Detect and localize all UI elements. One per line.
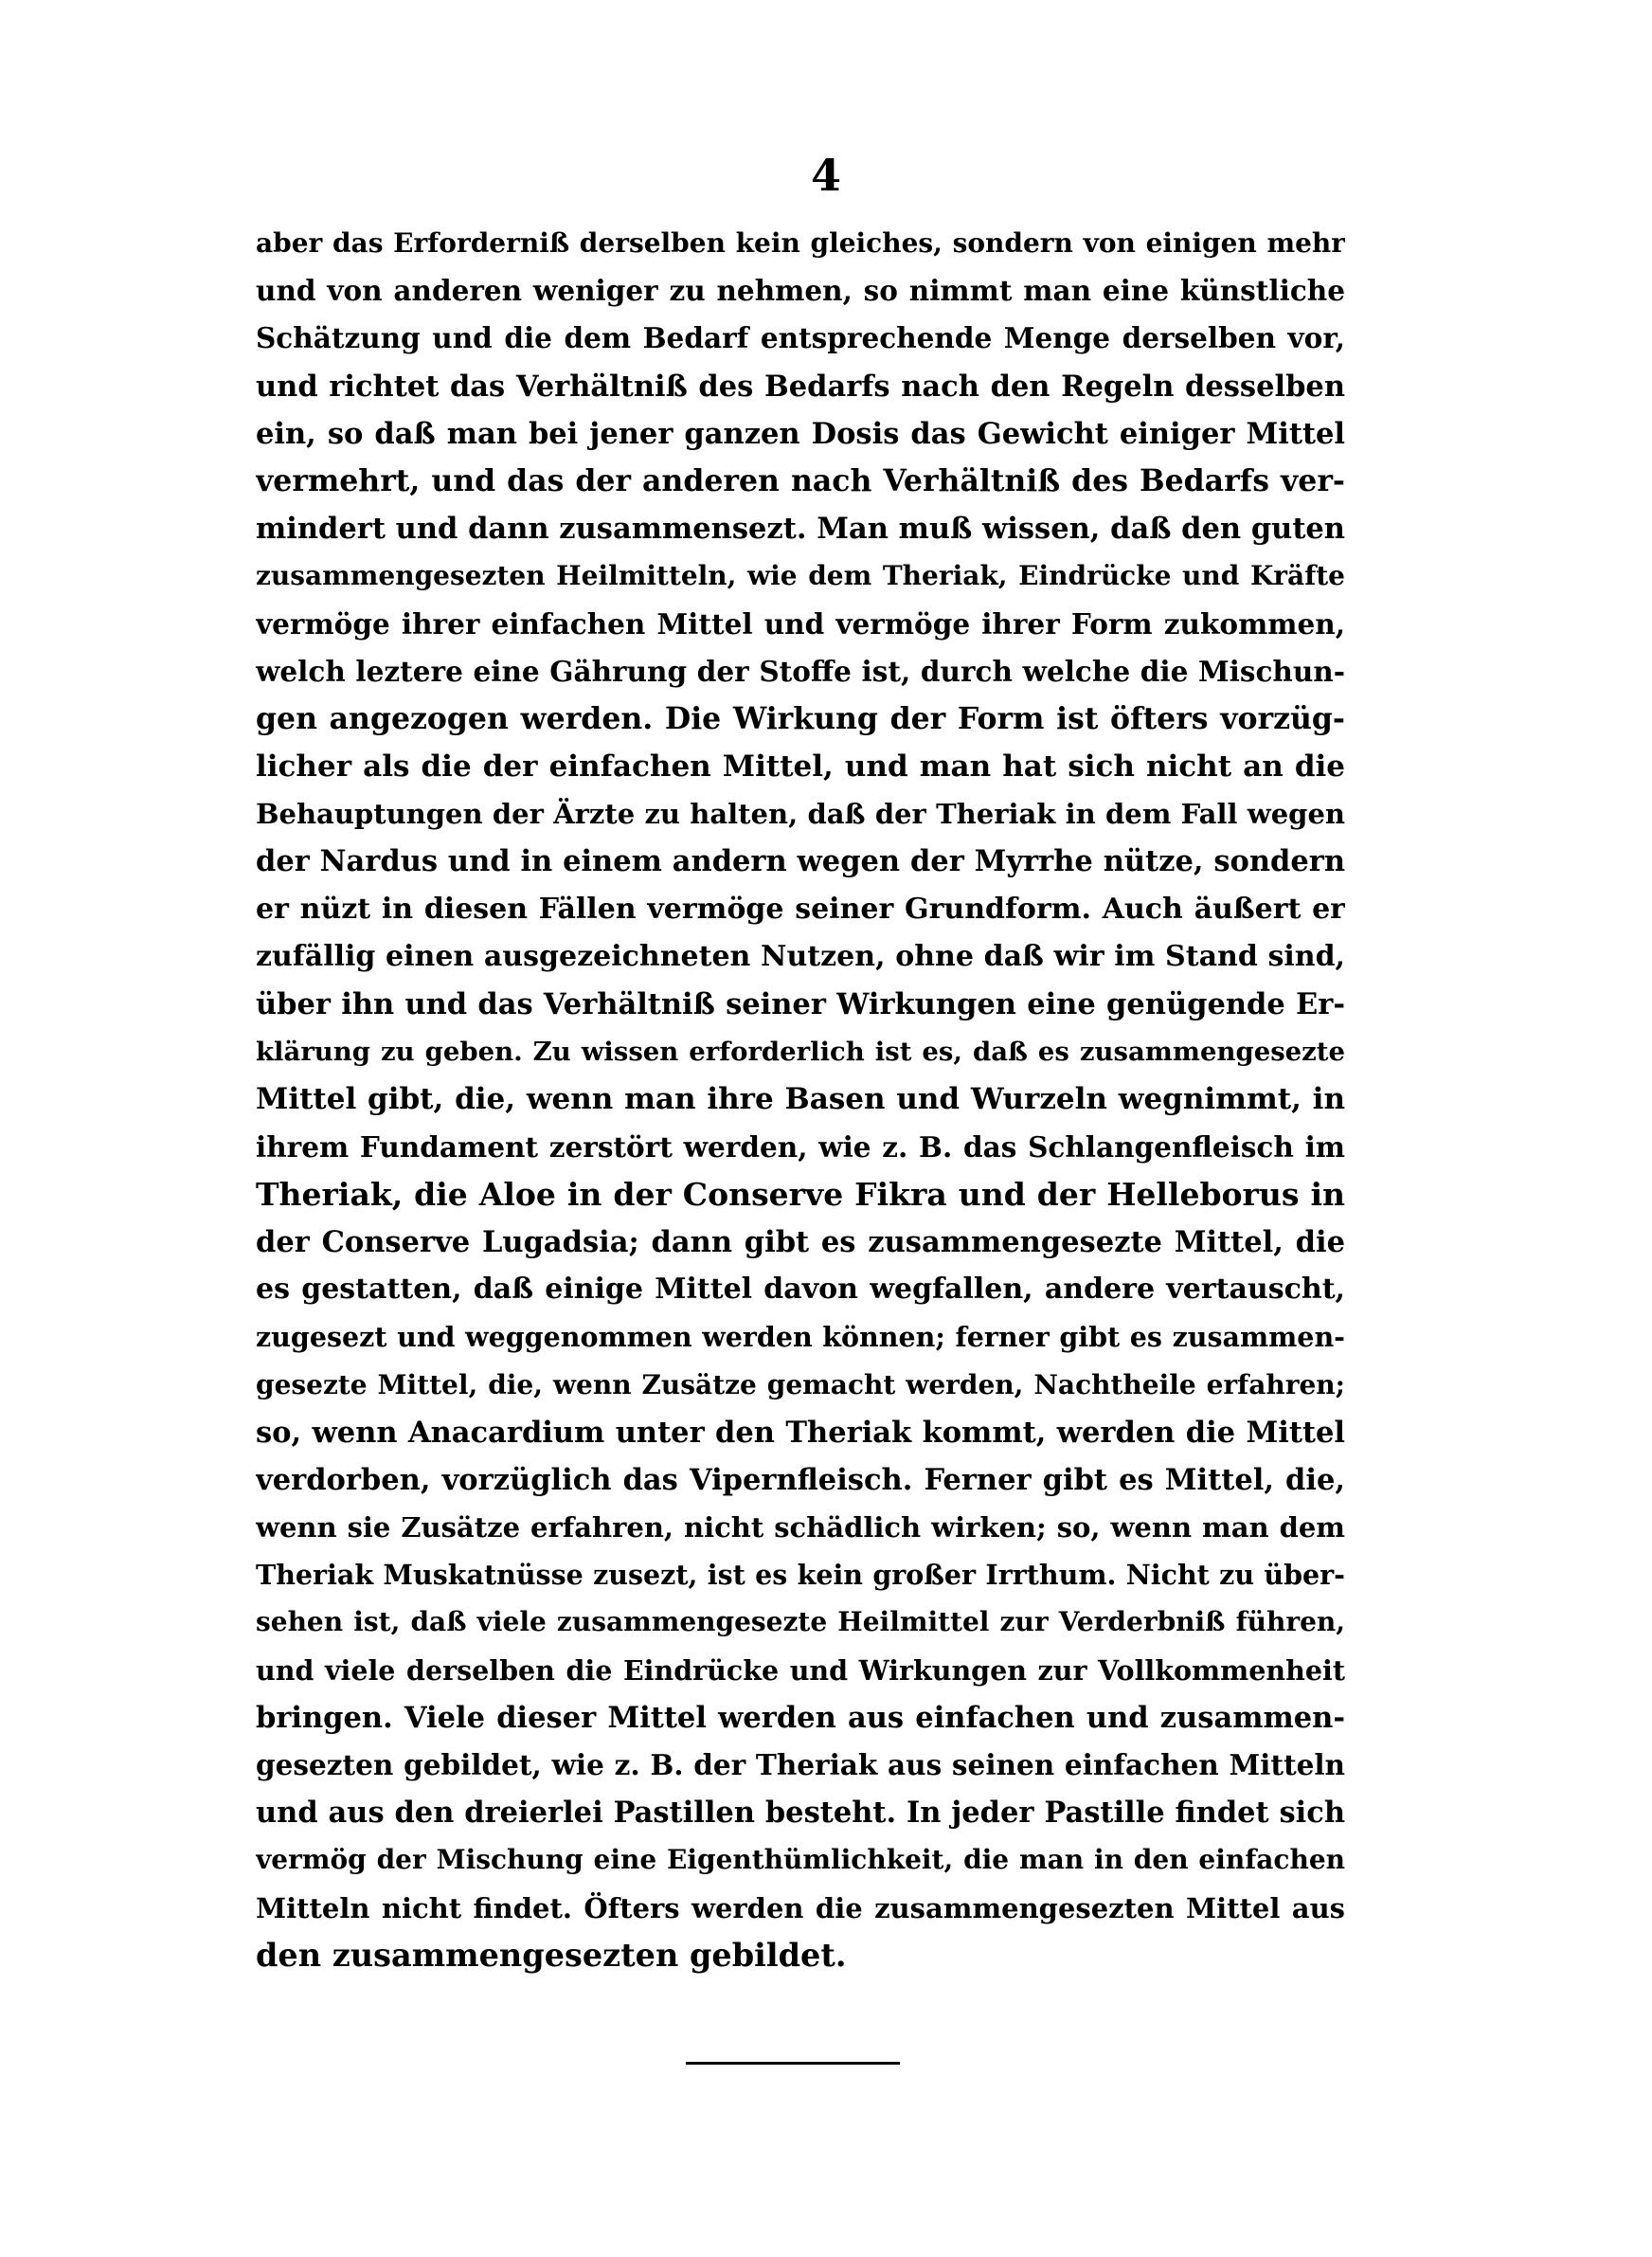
text-line: er nüzt in diesen Fällen vermöge seiner Grundform. Auch äußert er — [256, 892, 1345, 926]
text-line: sehen ist, daß viele zusammengesezte Heilmittel zur Verderbniß führen, — [256, 1606, 1345, 1638]
text-line: gesezte Mittel, die, wenn Zusätze gemacht werden, Nachtheile erfahren; — [256, 1368, 1345, 1400]
text-line: klärung zu geben. Zu wissen erforderlich ist es, daß es zusammengesezte — [256, 1037, 1345, 1068]
text-line: der Nardus und in einem andern wegen der Myrrhe nütze, sondern — [256, 844, 1345, 879]
text-line: Mittel gibt, die, wenn man ihre Basen und Wurzeln wegnimmt, in — [256, 1082, 1345, 1117]
text-line: Mitteln nicht findet. Öfters werden die zusammengesezten Mittel aus — [256, 1891, 1345, 1924]
text-line: und richtet das Verhältniß des Bedarfs nach den Regeln desselben — [256, 369, 1345, 404]
text-line: ein, so daß man bei jener ganzen Dosis das Gewicht einiger Mittel — [256, 416, 1345, 451]
text-line: über ihn und das Verhältniß seiner Wirkungen eine genügende Er- — [256, 987, 1345, 1021]
text-line: der Conserve Lugadsia; dann gibt es zusammengesezte Mittel, die — [256, 1224, 1345, 1259]
text-line: Schätzung und die dem Bedarf entsprechende Menge derselben vor, — [256, 321, 1345, 355]
text-line: vermöge ihrer einfachen Mittel und vermöge ihrer Form zukommen, — [256, 606, 1345, 641]
text-line: zufällig einen ausgezeichneten Nutzen, ohne daß wir im Stand sind, — [256, 939, 1345, 973]
text-line: und viele derselben die Eindrücke und Wirkungen zur Vollkommenheit — [256, 1653, 1345, 1687]
text-line: gesezten gebildet, wie z. B. der Theriak aus seinen einfachen Mitteln — [256, 1748, 1345, 1781]
page-number: 4 — [810, 150, 841, 201]
text-line: wenn sie Zusätze erfahren, nicht schädlich wirken; so, wenn man dem — [256, 1511, 1345, 1544]
text-line: zugesezt und weggenommen werden können; ferner gibt es zusammen- — [256, 1321, 1345, 1354]
text-line: Theriak, die Aloe in der Conserve Fikra und der Helleborus in — [256, 1175, 1345, 1213]
text-line: vermög der Mischung eine Eigenthümlichkeit, die man in den einfachen — [256, 1844, 1345, 1876]
text-line: ihrem Fundament zerstört werden, wie z. B. das Schlangenfleisch im — [256, 1129, 1345, 1164]
text-line: Theriak Muskatnüsse zusezt, ist es kein großer Irrthum. Nicht zu über- — [256, 1559, 1345, 1592]
text-line: und von anderen weniger zu nehmen, so nimmt man eine künstliche — [256, 274, 1345, 308]
text-line: verdorben, vorzüglich das Vipernfleisch. Ferner gibt es Mittel, die, — [256, 1462, 1345, 1497]
text-line: licher als die der einfachen Mittel, und man hat sich nicht an die — [256, 749, 1345, 785]
text-line: gen angezogen werden. Die Wirkung der Form ist öfters vorzüg- — [256, 700, 1345, 736]
text-line: welch leztere eine Gährung der Stoffe ist, durch welche die Mischun- — [256, 654, 1345, 688]
text-line: bringen. Viele dieser Mittel werden aus einfachen und zusammen- — [256, 1700, 1345, 1735]
text-line: es gestatten, daß einige Mittel davon wegfallen, andere vertauscht, — [256, 1273, 1345, 1307]
text-line: so, wenn Anacardium unter den Theriak kommt, werden die Mittel — [256, 1415, 1345, 1450]
text-line: vermehrt, und das der anderen nach Verhältniß des Bedarfs ver- — [256, 462, 1345, 498]
text-line: Behauptungen der Ärzte zu halten, daß der Theriak in dem Fall wegen — [256, 798, 1345, 831]
text-line: aber das Erforderniß derselben kein gleiches, sondern von einigen mehr — [256, 227, 1345, 259]
end-rule-divider — [686, 2062, 900, 2065]
text-line: den zusammengesezten gebildet. — [256, 1936, 847, 1974]
text-line: zusammengesezten Heilmitteln, wie dem Theriak, Eindrücke und Kräfte — [256, 560, 1345, 592]
text-line: und aus den dreierlei Pastillen besteht. In jeder Pastille findet sich — [256, 1796, 1345, 1831]
body-text — [256, 220, 1345, 1979]
text-line: mindert und dann zusammensezt. Man muß wissen, daß den guten — [256, 512, 1345, 547]
